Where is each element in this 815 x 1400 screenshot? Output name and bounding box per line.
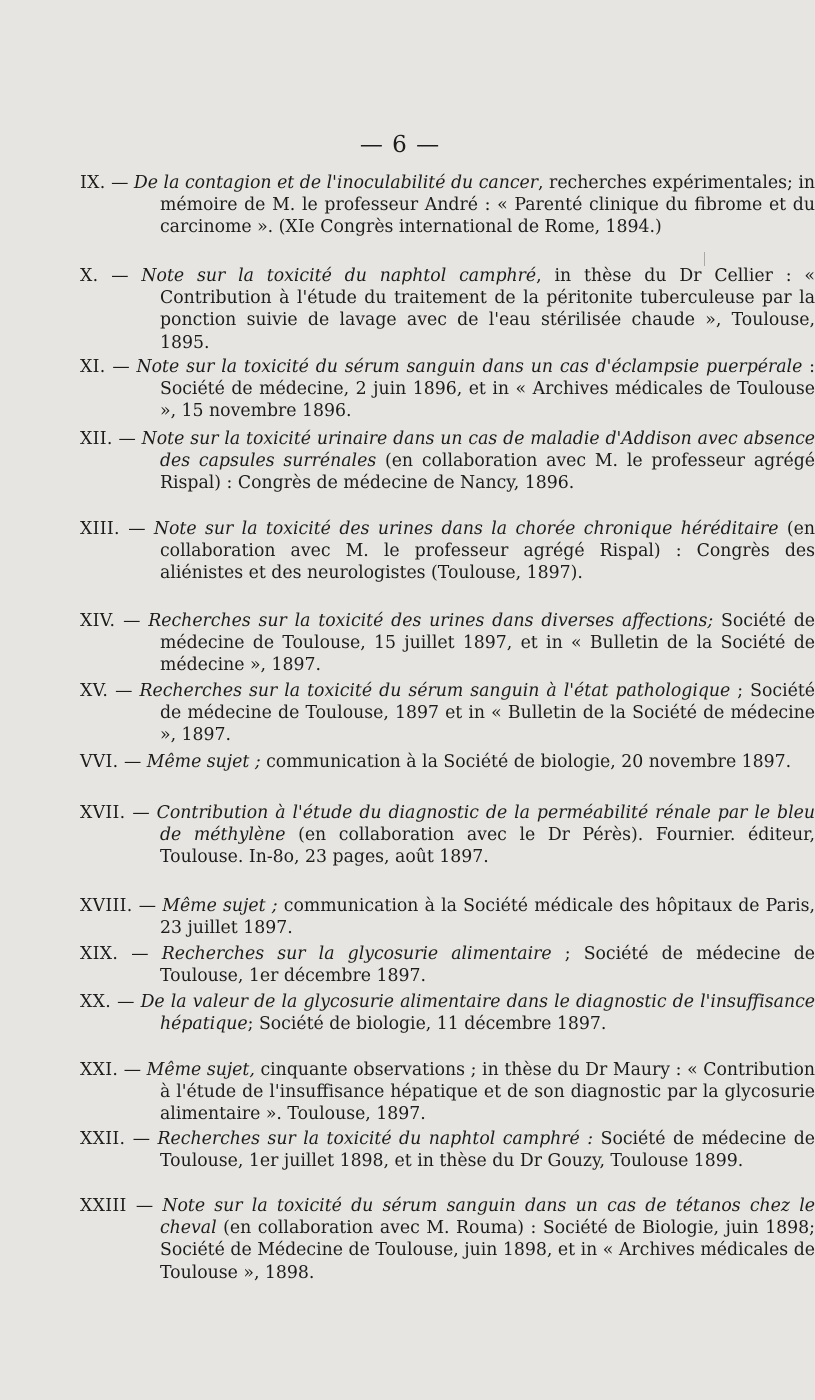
entry-dash: — [126, 1196, 163, 1216]
entry-number: XVII. [80, 803, 126, 823]
entry-details: Société de médecine de Toulouse, 1er juillet 1898, et in thèse du Dr Gouzy, Toulouse 1899. [160, 1129, 815, 1172]
entry-number: XII. [80, 429, 113, 449]
entry-title: Note sur la toxicité du sérum sanguin dans un cas d'éclampsie puerpérale [136, 357, 803, 377]
entry-details: (en collaboration avec M. Rouma) : Société de Biologie, juin 1898; Société de Médecine de Toulouse, juin 1898, et in « Archives médicales de Toulouse », 1898. [160, 1218, 815, 1283]
entry-details: (en collaboration avec M. le professeur agrégé Rispal) : Congrès de médecine de Nancy, 1896. [160, 451, 815, 494]
bibliography-entry-xv [80, 680, 815, 747]
entry-details: ; Société de médecine de Toulouse, 1897 et in « Bulletin de la Société de médecine », 1897. [160, 681, 815, 746]
entry-dash: — [118, 752, 147, 772]
entry-dash: — [118, 944, 162, 964]
entry-dash: — [112, 429, 142, 449]
entry-title: De la valeur de la glycosurie alimentaire dans le diagnostic de l'insuffisance hépatique [140, 992, 815, 1035]
entry-number: XIV. [80, 611, 116, 631]
entry-dash: — [119, 519, 154, 539]
bibliography-entry-xiii [80, 518, 815, 585]
bibliography-entry-xxi [80, 1059, 815, 1126]
margin-mark [704, 252, 705, 266]
entry-number: XIX. [80, 944, 119, 964]
entry-dash: — [125, 803, 157, 823]
entry-details: Société de médecine de Toulouse, 15 juillet 1897, et in « Bulletin de la Société de médecine », 1897. [160, 611, 815, 676]
entry-dash: — [105, 357, 137, 377]
entry-dash: — [132, 896, 163, 916]
entry-details: (en collaboration avec M. le professeur agrégé Rispal) : Congrès des aliénistes et des neurologistes (Toulouse, 1897). [160, 519, 815, 584]
bibliography-entry-xii [80, 428, 815, 495]
entry-title: Recherches sur la toxicité du sérum sanguin à l'état pathologique [139, 681, 731, 701]
entry-number: XXII. [80, 1129, 126, 1149]
entry-details: (en collaboration avec le Dr Pérès). Fournier. éditeur, Toulouse. In-8o, 23 pages, août 1897. [160, 825, 815, 868]
entry-details: ; Société de médecine de Toulouse, 1er décembre 1897. [160, 944, 815, 987]
entry-dash: — [108, 681, 140, 701]
entry-title: Note sur la toxicité des urines dans la chorée chronique héréditaire [153, 519, 779, 539]
entry-number: IX. [80, 173, 106, 193]
entry-title: Note sur la toxicité du naphtol camphré [141, 266, 537, 286]
entry-title: De la contagion et de l'inoculabilité du cancer [133, 173, 539, 193]
entry-title: Même sujet ; [146, 752, 261, 772]
entry-details: , recherches expérimentales; in mémoire de M. le professeur André : « Parenté clinique du fibrome et du carcinome ». (XIe Congrès international de Rome, 1894.) [160, 173, 815, 238]
bibliography-entry-xx [80, 991, 815, 1035]
entry-number: XVIII. [80, 896, 133, 916]
entry-title: Contribution à l'étude du diagnostic de la perméabilité rénale par le bleu de méthylène [156, 803, 815, 846]
entry-details: ; Société de biologie, 11 décembre 1897. [247, 1014, 607, 1035]
entry-dash: — [118, 1060, 147, 1080]
entry-details: cinquante observations ; in thèse du Dr Maury : « Contribution à l'étude de l'insuffisance hépatique et de son diagnostic par la glycosurie alimentaire ». Toulouse, 1897. [160, 1060, 815, 1125]
entry-dash: — [115, 611, 149, 631]
entry-details: communication à la Société médicale des hôpitaux de Paris, 23 juillet 1897. [160, 896, 815, 939]
entry-details: : Société de médecine, 2 juin 1896, et in « Archives médicales de Toulouse », 15 novembre 1896. [160, 357, 815, 422]
bibliography-entry-xvii [80, 802, 815, 869]
entry-dash: — [98, 266, 142, 286]
entry-title: Même sujet, [146, 1060, 255, 1080]
entry-title: Recherches sur la toxicité du naphtol camphré : [157, 1129, 594, 1149]
bibliography-entry-xvi [80, 751, 815, 773]
entry-details: communication à la Société de biologie, 20 novembre 1897. [260, 752, 792, 772]
bibliography-entry-xi [80, 356, 815, 423]
entry-number: XXIII [80, 1196, 127, 1216]
bibliography-entry-xiv [80, 610, 815, 677]
entry-dash: — [125, 1129, 158, 1149]
entry-details: , in thèse du Dr Cellier : « Contribution à l'étude du traitement de la péritonite tuberculeuse par la ponction suivie de lavage avec de l'eau stérilisée chaude », Toulouse, 1895. [160, 266, 815, 353]
bibliography-entry-xviii [80, 895, 815, 939]
bibliography-entry-ix [80, 172, 815, 239]
entry-dash: — [111, 992, 141, 1012]
bibliography-entry-x [80, 265, 815, 354]
entry-title: Recherches sur la glycosurie alimentaire [161, 944, 552, 964]
entry-number: XI. [80, 357, 106, 377]
entry-number: XX. [80, 992, 111, 1012]
entry-dash: — [105, 173, 134, 193]
entry-number: XV. [80, 681, 109, 701]
bibliography-entry-xix [80, 943, 815, 987]
entry-title: Note sur la toxicité urinaire dans un cas de maladie d'Addison avec absence des capsules surrénales [141, 429, 815, 472]
entry-title: Note sur la toxicité du sérum sanguin dans un cas de tétanos chez le cheval [160, 1196, 815, 1239]
entry-title: Recherches sur la toxicité des urines dans diverses affections; [148, 611, 714, 631]
entry-number: X. [80, 266, 99, 286]
bibliography-entry-xxii [80, 1128, 815, 1172]
entry-number: VVI. [80, 752, 119, 772]
bibliography-entry-xxiii [80, 1195, 815, 1284]
entry-number: XIII. [80, 519, 120, 539]
entry-title: Même sujet ; [162, 896, 278, 916]
page-number: — 6 — [359, 132, 441, 158]
entry-number: XXI. [80, 1060, 119, 1080]
